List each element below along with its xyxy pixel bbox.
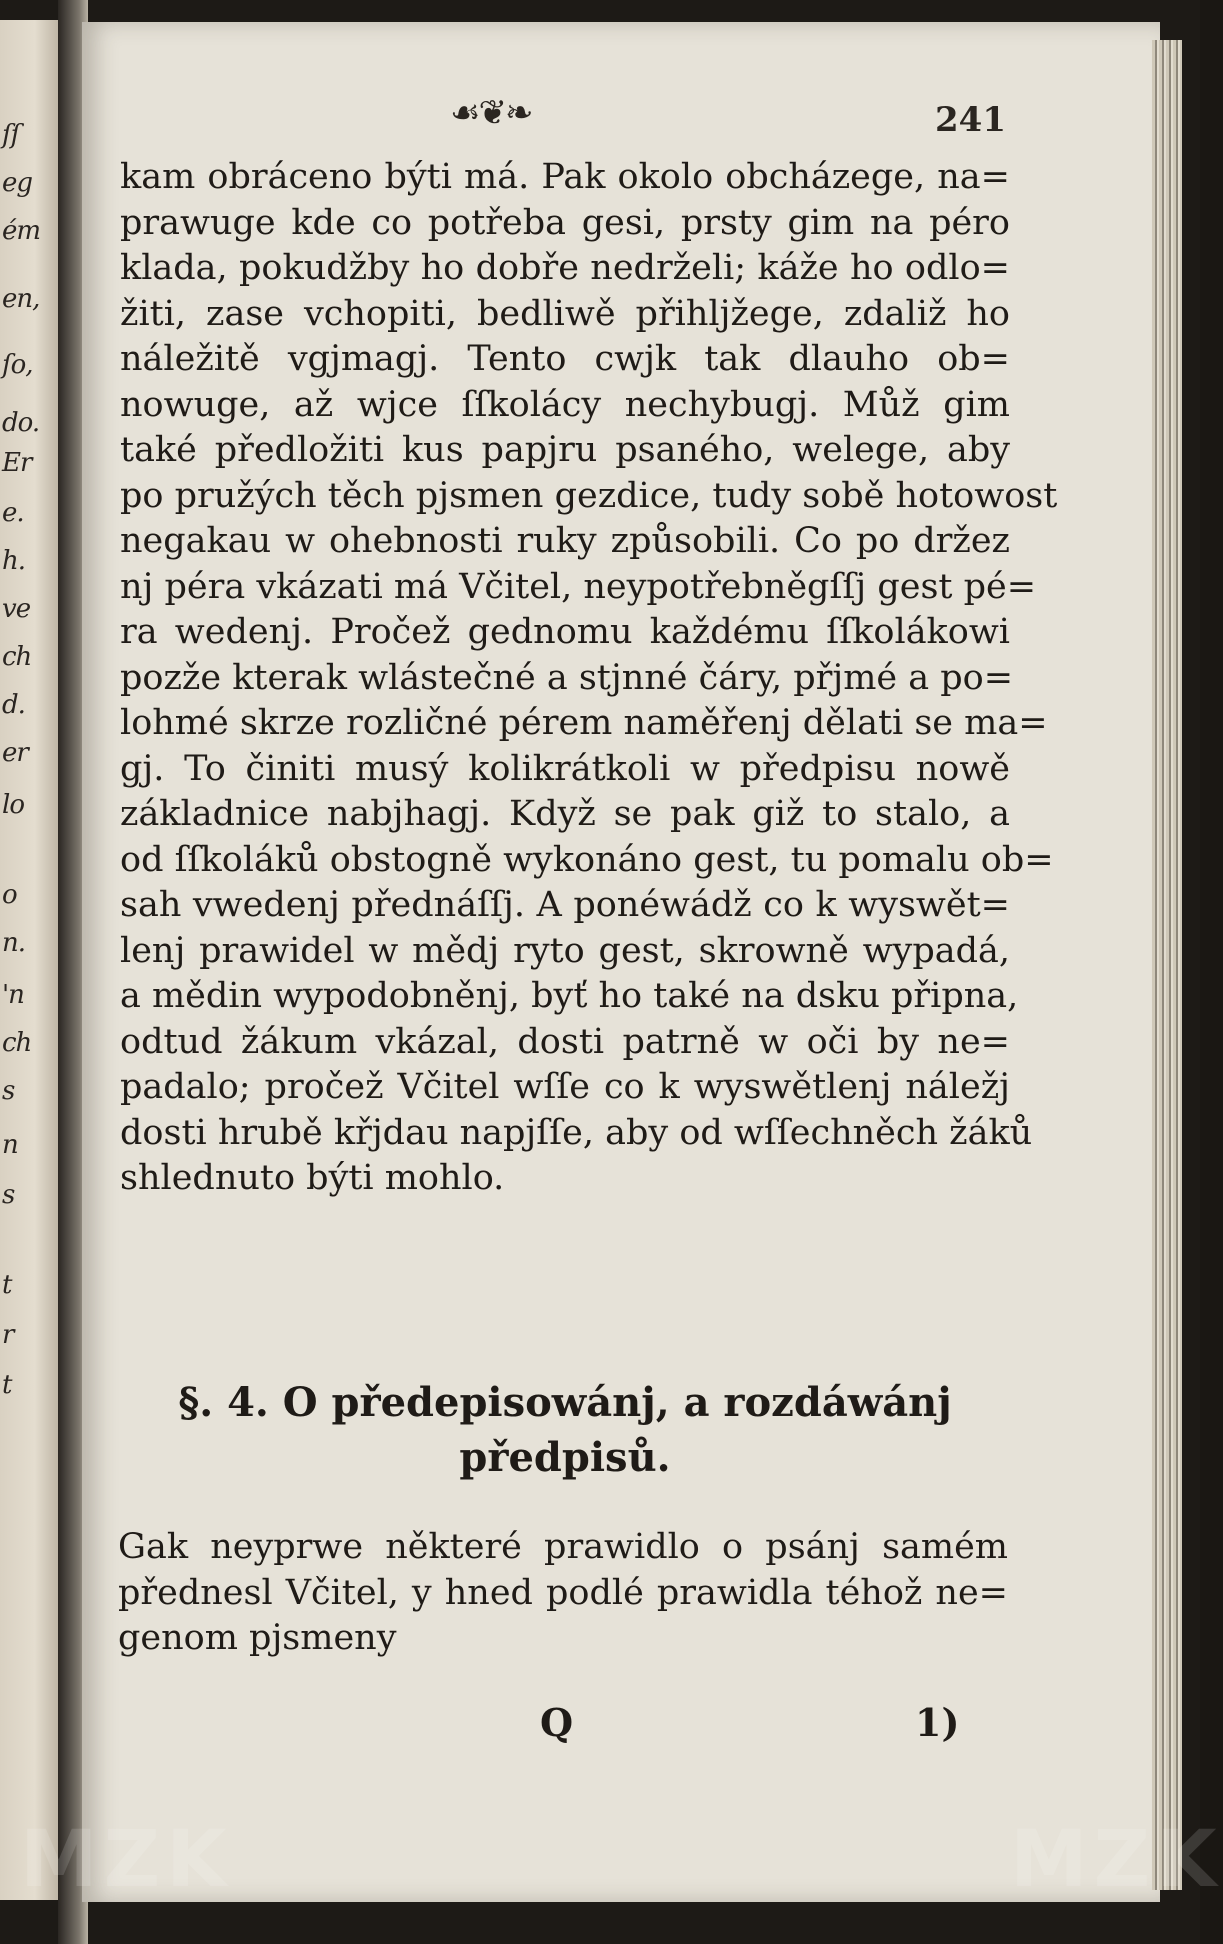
left-page-fragment: do.	[2, 408, 40, 438]
text-line: klada, pokudžby ho dobře nedrželi; káže ho odlo=	[120, 248, 1010, 288]
heading-line: §. 4. O předepisowánj, a rozdáwánj	[178, 1379, 952, 1426]
left-page-fragment: ém	[2, 216, 41, 246]
text-line: Gak neyprwe některé prawidlo o psánj samém	[118, 1527, 1008, 1567]
left-page-fragment: n	[2, 1130, 18, 1160]
left-page-fragment: ve	[2, 594, 31, 624]
left-page-fragment: d.	[2, 690, 25, 720]
text-line: negakau w ohebnosti ruky způsobili. Co po držez	[120, 521, 1010, 561]
text-line: kam obráceno býti má. Pak okolo obcházege, na=	[120, 157, 1010, 197]
left-page-fragment: r	[2, 1320, 14, 1350]
text-line: a mědin wypodobněnj, byť ho také na dsku připna,	[120, 976, 1019, 1016]
paragraph-1	[120, 155, 1058, 1202]
left-page-fragment: s	[2, 1180, 15, 1210]
left-page-fragment: e.	[2, 498, 24, 528]
left-page-fragment: n.	[2, 928, 26, 958]
section-heading	[150, 1375, 980, 1485]
page-edges	[1152, 40, 1182, 1890]
left-page-fragment: o	[2, 880, 17, 910]
left-page-fragment: er	[2, 738, 28, 768]
left-page-fragment: s	[2, 1076, 15, 1106]
text-line: dosti hrubě křjdau napjſſe, aby od wſſechněch žáků	[120, 1112, 1033, 1153]
text-line: odtud žákum vkázal, dosti patrně w oči by ne=	[120, 1021, 1010, 1062]
text-line: nowuge, až wjce ſſkolácy nechybugj. Můž gim	[120, 384, 1010, 425]
text-line: ra wedenj. Pročež gednomu každému ſſkolákowi	[120, 612, 1010, 652]
text-line: přednesl Včitel, y hned podlé prawidla téhož ne=	[118, 1572, 1008, 1613]
paragraph-2	[118, 1525, 1008, 1662]
page-number: 241	[935, 100, 1006, 140]
text-line: nj péra vkázati má Včitel, neypotřebněgſſj gest pé=	[120, 566, 1037, 607]
left-page-fragment: h.	[2, 546, 26, 576]
text-line: základnice nabjhagj. Když se pak giž to stalo, a	[120, 794, 1010, 834]
left-page-fragment: t	[2, 1270, 12, 1300]
left-page-fragment: t	[2, 1370, 12, 1400]
text-line: padalo; pročež Včitel wſſe co k wyswětlenj náležj	[120, 1067, 1010, 1107]
left-page-fragment: en,	[2, 284, 40, 314]
text-line: pozže kterak wlástečné a stjnné čáry, přjmé a po=	[120, 657, 1014, 698]
watermark-left: MZK	[20, 1815, 233, 1905]
left-page-fragment: 'n	[2, 980, 24, 1010]
left-page-edge	[0, 20, 61, 1900]
left-page-fragment: lo	[2, 790, 24, 820]
text-line: po pružých těch pjsmen gezdice, tudy sobě hotowost	[120, 475, 1058, 516]
text-line: lenj prawidel w mědj ryto gest, skrowně wypadá,	[120, 930, 1010, 971]
left-page-fragment: ſſ	[2, 120, 20, 150]
text-line: gj. To činiti musý kolikrátkoli w předpisu nowě	[120, 748, 1010, 789]
left-page-fragment: eg	[2, 168, 33, 198]
text-line: žiti, zase vchopiti, bedliwě přihljžege, zdaliž ho	[120, 293, 1010, 334]
watermark-right: MZK	[1010, 1815, 1223, 1905]
signature-mark: Q	[540, 1700, 574, 1745]
left-page-fragment: ch	[2, 1028, 32, 1058]
catchword: 1)	[915, 1700, 960, 1745]
left-page-fragment: ſo,	[2, 350, 33, 380]
left-page-fragment: ch	[2, 642, 32, 672]
text-line: náležitě vgjmagj. Tento cwjk tak dlauho ob=	[120, 339, 1010, 379]
text-line: sah vwedenj přednáſſj. A ponéwádž co k wyswět=	[120, 885, 1010, 925]
text-line: od ſſkoláků obstogně wykonáno gest, tu pomalu ob=	[120, 839, 1054, 880]
heading-line: předpisů.	[459, 1434, 671, 1481]
text-line: genom pjsmeny	[118, 1618, 397, 1658]
header-ornament: ☙❦❧	[450, 93, 532, 133]
text-line: prawuge kde co potřeba gesi, prsty gim na péro	[120, 202, 1010, 243]
text-line: také předložiti kus papjru psaného, welege, aby	[120, 430, 1010, 470]
text-line: shlednuto býti mohlo.	[120, 1158, 505, 1198]
left-page-fragment: Er	[2, 448, 32, 478]
text-line: lohmé skrze rozličné pérem naměřenj dělati se ma=	[120, 703, 1048, 743]
